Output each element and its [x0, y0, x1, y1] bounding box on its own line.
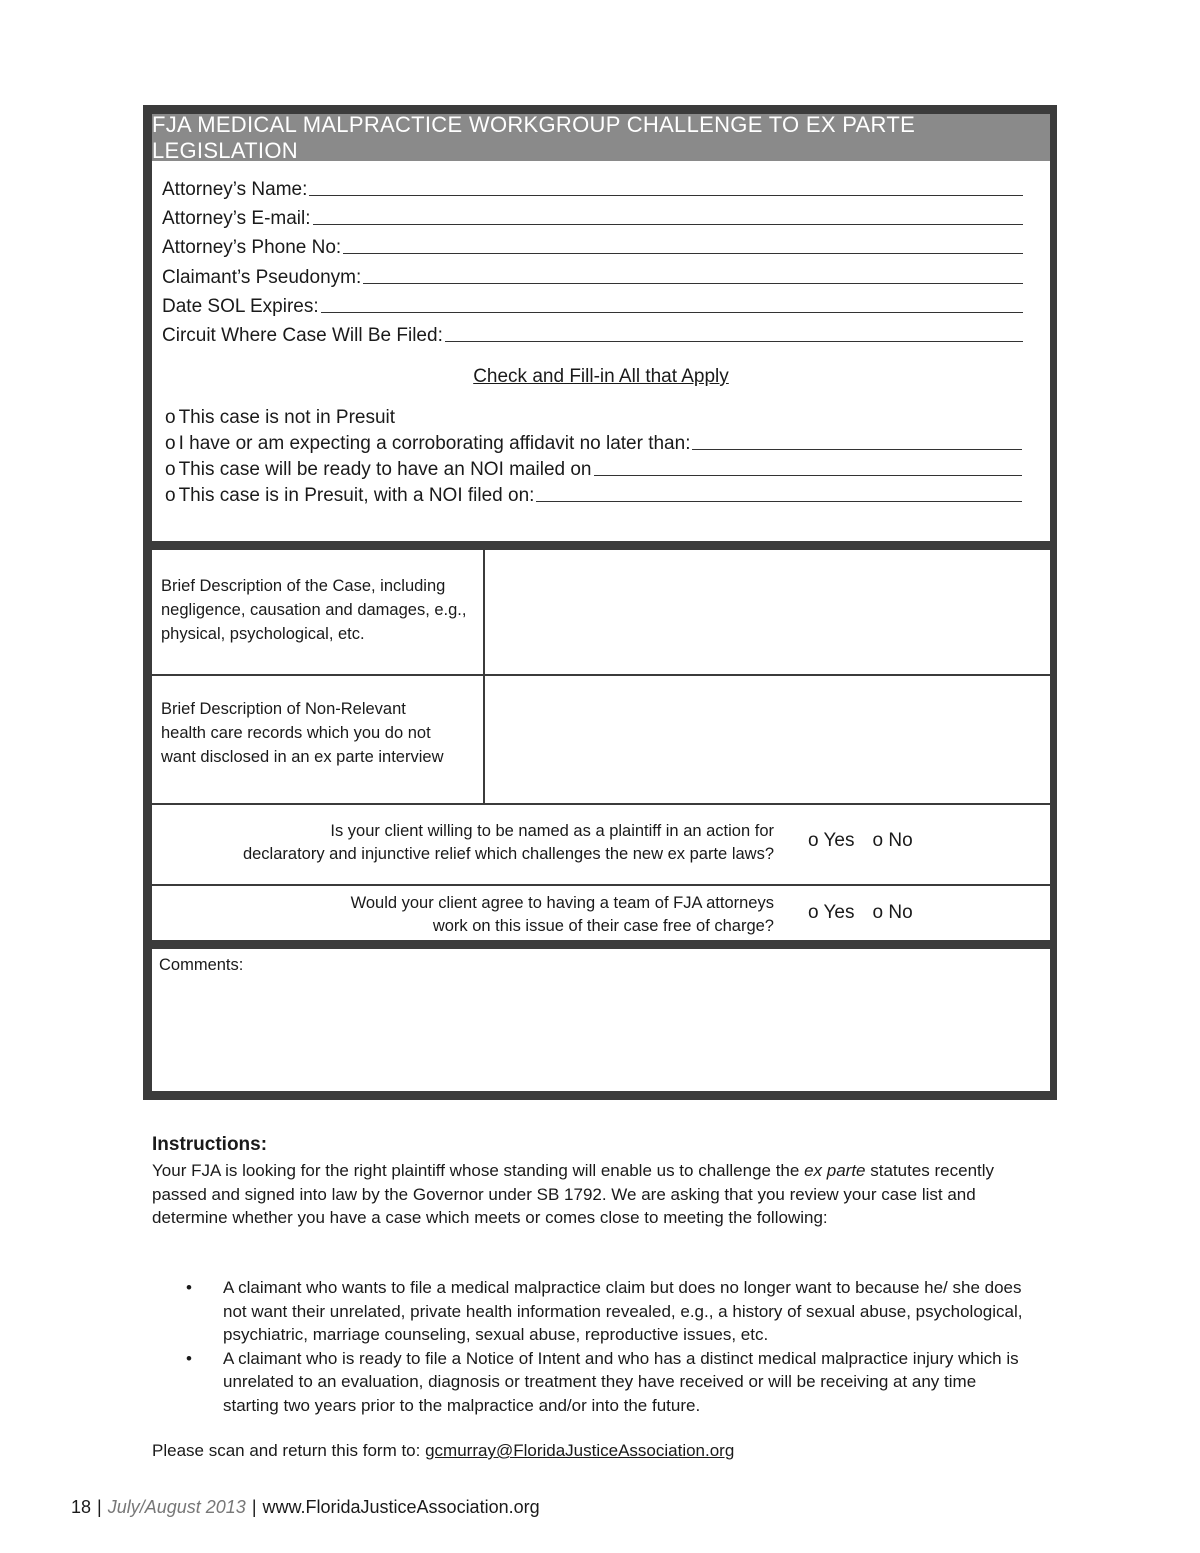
return-instructions — [152, 1441, 734, 1461]
fill-line — [309, 194, 1023, 196]
separator: | — [251, 1497, 257, 1517]
label-line: negligence, causation and damages, e.g., — [161, 601, 467, 619]
bullet-icon: • — [186, 1278, 192, 1297]
question-line: Would your client agree to having a team of FJA attorneys — [350, 894, 774, 912]
option-affidavit[interactable] — [165, 429, 1022, 455]
fill-line — [313, 223, 1023, 225]
instructions-heading: Instructions: — [152, 1134, 268, 1155]
attorney-phone-field[interactable] — [162, 231, 1023, 259]
question-line: work on this issue of their case free of charge? — [432, 917, 774, 935]
criteria-list — [186, 1276, 1036, 1417]
return-email-link[interactable]: gcmurray@FloridaJusticeAssociation.org — [425, 1441, 735, 1460]
option-noi-mailed[interactable] — [165, 455, 1022, 481]
no-option[interactable]: o No — [872, 902, 913, 923]
label-line: physical, psychological, etc. — [161, 625, 365, 643]
team-question — [160, 892, 774, 938]
row-divider — [152, 884, 1050, 886]
bullet-text: A claimant who is ready to file a Notice of Intent and who has a distinct medical malpractice injury which is unrelated to an evaluation, diagnosis or treatment they have received or will be receiving at any time starting two years prior to the malpractice and/or into the future. — [223, 1348, 1019, 1415]
separator: | — [97, 1497, 102, 1517]
attorney-email-field[interactable] — [162, 202, 1023, 230]
option-noi-filed[interactable] — [165, 481, 1022, 507]
fill-line — [343, 252, 1023, 254]
page-number: 18 — [71, 1497, 92, 1517]
option-label: This case will be ready to have an NOI mailed on — [178, 459, 592, 480]
checkbox-icon[interactable]: o — [165, 459, 176, 480]
row-divider — [152, 674, 1050, 676]
claimant-pseudonym-field[interactable] — [162, 261, 1023, 289]
fill-line — [594, 475, 1022, 476]
list-item — [186, 1347, 1036, 1418]
option-label: I have or am expecting a corroborating affidavit no later than: — [178, 433, 691, 454]
fill-line — [363, 282, 1023, 284]
records-description-label — [161, 697, 479, 769]
body-text: statutes recently passed and signed into law by the Governor under SB 1792. We are asking that you review your case list and determine whether you have a case which meets or comes close to meeting the following: — [152, 1161, 995, 1227]
check-heading: Check and Fill-in All that Apply — [473, 366, 729, 387]
question-line: Is your client willing to be named as a plaintiff in an action for — [330, 822, 774, 840]
body-italic: ex parte — [804, 1161, 866, 1180]
list-item — [186, 1276, 1036, 1347]
field-label: Attorney’s E-mail: — [162, 208, 311, 229]
team-yes-no — [808, 902, 931, 924]
label-line: Brief Description of Non-Relevant — [161, 700, 406, 718]
comments-label: Comments: — [159, 956, 244, 974]
body-text: Your FJA is looking for the right plaintiff whose standing will enable us to challenge the — [152, 1161, 805, 1180]
field-label: Attorney’s Name: — [162, 179, 308, 200]
fill-line — [321, 311, 1023, 313]
fill-line — [692, 449, 1022, 450]
bullet-icon: • — [186, 1348, 192, 1368]
option-not-presuit[interactable] — [165, 403, 1022, 429]
row-divider — [152, 803, 1050, 805]
plaintiff-yes-no — [808, 830, 931, 852]
label-line: health care records which you do not — [161, 724, 431, 742]
field-label: Circuit Where Case Will Be Filed: — [162, 325, 443, 346]
comments-box[interactable] — [152, 949, 1050, 1091]
bullet-text: A claimant who wants to file a medical malpractice claim but does no longer want to because he/ she does not want their unrelated, private health information revealed, e.g., a history of sexual abuse, psychological, psychiatric, marriage counseling, sexual abuse, reproductive issues, etc. — [223, 1278, 1023, 1344]
field-label: Claimant’s Pseudonym: — [162, 267, 362, 288]
label-line: Brief Description of the Case, including — [161, 577, 446, 595]
question-line: declaratory and injunctive relief which challenges the new ex parte laws? — [242, 845, 774, 863]
no-option[interactable]: o No — [872, 830, 913, 851]
circuit-field[interactable] — [162, 319, 1023, 347]
attorney-name-field[interactable] — [162, 173, 1023, 201]
label-line: want disclosed in an ex parte interview — [161, 748, 444, 766]
option-label: This case is in Presuit, with a NOI filed on: — [178, 485, 535, 506]
field-label: Date SOL Expires: — [162, 296, 319, 317]
column-divider — [483, 550, 485, 804]
page-footer — [71, 1497, 540, 1518]
records-description-input[interactable] — [486, 677, 1050, 803]
website-link[interactable]: www.FloridaJusticeAssociation.org — [262, 1497, 540, 1517]
option-label: This case is not in Presuit — [178, 407, 396, 428]
form-title: FJA MEDICAL MALPRACTICE WORKGROUP CHALLENGE TO EX PARTE LEGISLATION — [152, 114, 1050, 161]
plaintiff-question — [160, 820, 774, 866]
return-text: Please scan and return this form to: — [152, 1441, 426, 1460]
yes-option[interactable]: o Yes — [808, 902, 855, 923]
issue-date: July/August 2013 — [107, 1497, 246, 1517]
case-description-label — [161, 574, 479, 646]
instructions-body — [152, 1159, 1052, 1230]
field-label: Attorney’s Phone No: — [162, 237, 342, 258]
date-sol-field[interactable] — [162, 290, 1023, 318]
checkbox-icon[interactable]: o — [165, 407, 176, 428]
checkbox-icon[interactable]: o — [165, 433, 176, 454]
fill-line — [445, 340, 1023, 342]
checkbox-icon[interactable]: o — [165, 485, 176, 506]
fill-line — [536, 501, 1022, 502]
case-description-input[interactable] — [486, 550, 1050, 674]
yes-option[interactable]: o Yes — [808, 830, 855, 851]
